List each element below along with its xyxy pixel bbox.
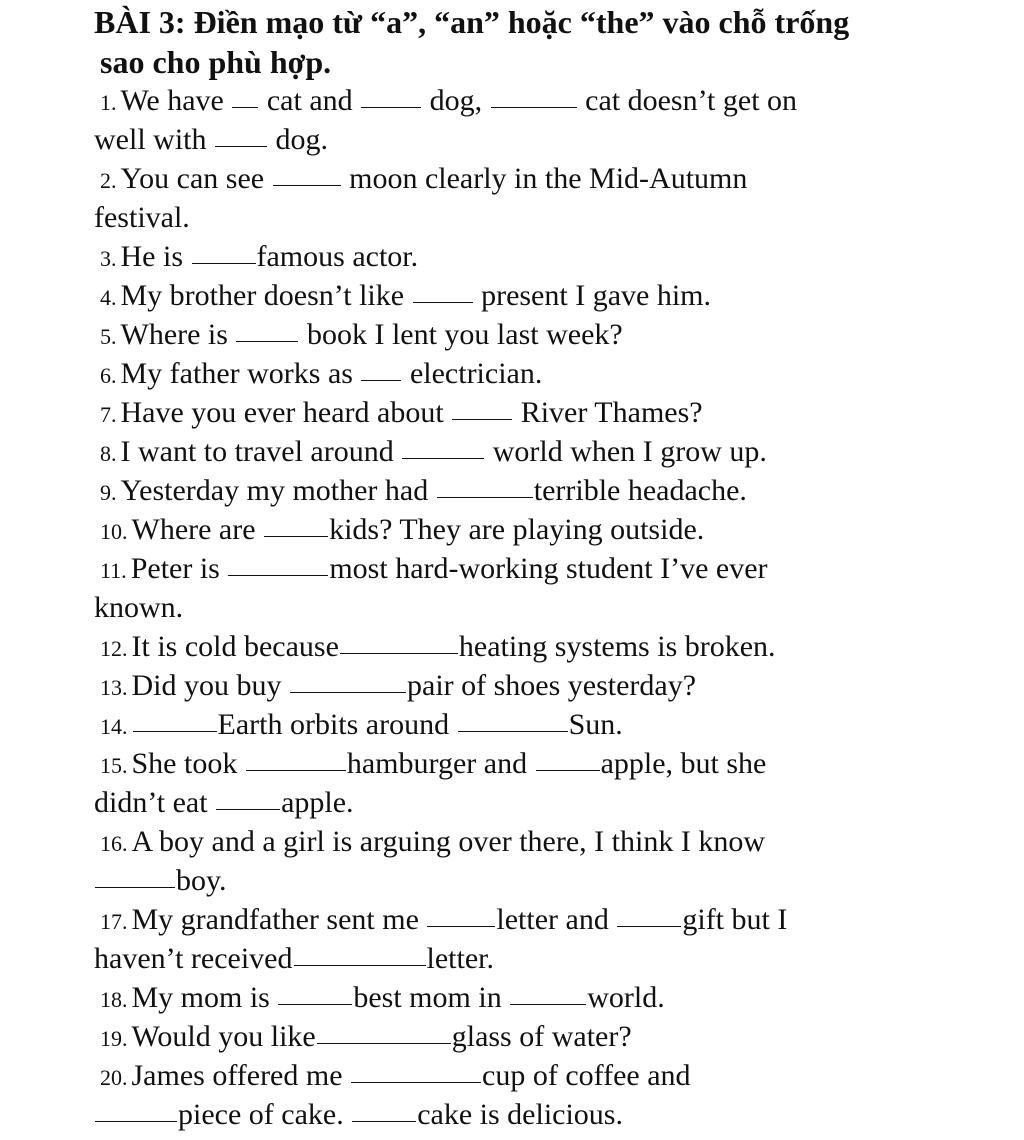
text: cup of coffee and [482,1059,691,1092]
question-number: 7. [100,402,117,427]
text: She took [131,747,238,780]
question-number: 15. [100,753,128,778]
text: dog, [429,84,483,117]
answer-blank[interactable] [95,1120,177,1122]
question-number: 19. [100,1026,128,1051]
answer-blank[interactable] [617,925,681,927]
question-10 [94,510,1020,549]
question-15 [94,744,1020,783]
text: festival. [94,201,190,234]
text: letter. [426,942,494,975]
heading-line-2: sao cho phù hợp. [100,44,332,80]
question-number: 20. [100,1065,128,1090]
text: We have [120,84,224,117]
question-5 [94,315,1020,354]
text: Yesterday my mother had [120,474,429,507]
question-19 [94,1017,1020,1056]
answer-blank[interactable] [290,691,406,693]
question-9 [94,471,1020,510]
text: You can see [120,162,265,195]
text: Sun. [568,708,623,741]
question-17 [94,900,1020,939]
text: world when I grow up. [492,435,767,468]
text: hamburger and [346,747,528,780]
question-18 [94,978,1020,1017]
question-1-continued [94,120,1014,159]
question-7 [94,393,1020,432]
answer-blank[interactable] [437,496,533,498]
text: cake is delicious. [417,1098,623,1131]
text: A boy and a girl is arguing over there, I think I know [131,825,765,858]
answer-blank[interactable] [246,769,346,771]
text: famous actor. [256,240,419,273]
answer-blank[interactable] [216,808,280,810]
text: My grandfather sent me [131,903,419,936]
text: terrible headache. [533,474,747,507]
text: Did you buy [131,669,282,702]
question-number: 5. [100,324,117,349]
text: Where are [131,513,256,546]
text: present I gave him. [481,279,711,312]
question-number: 1. [100,90,117,115]
text: pair of shoes yesterday? [407,669,697,702]
question-number: 13. [100,675,128,700]
text: world. [587,981,665,1014]
question-15-continued [94,783,1014,822]
text: River Thames? [520,396,703,429]
answer-blank[interactable] [427,925,495,927]
exercise-heading [94,2,994,82]
question-16 [94,822,1020,861]
text: well with [94,123,207,156]
text: moon clearly in the Mid-Autumn [349,162,748,195]
text: apple, but she [600,747,767,780]
question-2 [94,159,1020,198]
answer-blank[interactable] [133,730,217,732]
question-6 [94,354,1020,393]
answer-blank[interactable] [95,886,175,888]
question-number: 16. [100,831,128,856]
question-11 [94,549,1020,588]
answer-blank[interactable] [192,262,256,264]
question-8 [94,432,1020,471]
answer-blank[interactable] [317,1042,451,1044]
question-16-continued [94,861,1014,900]
question-1 [94,81,1020,120]
text: haven’t received [94,942,293,975]
question-number: 4. [100,285,117,310]
question-number: 11. [100,558,127,583]
answer-blank[interactable] [458,730,568,732]
answer-blank[interactable] [278,1003,352,1005]
question-14 [94,705,1020,744]
question-number: 12. [100,636,128,661]
text: book I lent you last week? [306,318,623,351]
text: gift but I [682,903,788,936]
question-number: 17. [100,909,128,934]
answer-blank[interactable] [361,106,421,108]
heading-line-1: BÀI 3: Điền mạo từ “a”, “an” hoặc “the” vào chỗ trống [94,4,850,40]
text: boy. [176,864,227,897]
text: Earth orbits around [217,708,450,741]
answer-blank[interactable] [402,457,484,459]
text: Have you ever heard about [120,396,444,429]
question-17-continued [94,939,1014,978]
question-3 [94,237,1020,276]
text: kids? They are playing outside. [329,513,705,546]
text: I want to travel around [120,435,394,468]
question-13 [94,666,1020,705]
question-11-continued [94,588,1014,627]
text: My brother doesn’t like [120,279,405,312]
text: dog. [275,123,328,156]
text: piece of cake. [178,1098,344,1131]
text: most hard-working student I’ve ever [329,552,768,585]
answer-blank[interactable] [352,1120,416,1122]
answer-blank[interactable] [491,106,577,108]
text: James offered me [131,1059,343,1092]
text: electrician. [409,357,543,390]
text: letter and [496,903,609,936]
question-number: 14. [100,714,128,739]
answer-blank[interactable] [351,1081,481,1083]
answer-blank[interactable] [228,574,328,576]
text: didn’t eat [94,786,208,819]
answer-blank[interactable] [340,652,458,654]
question-12 [94,627,1020,666]
question-20-continued [94,1095,1014,1134]
text: cat and [266,84,353,117]
answer-blank[interactable] [273,184,341,186]
text: heating systems is broken. [458,630,776,663]
answer-blank[interactable] [413,301,473,303]
text: My mom is [131,981,270,1014]
question-number: 18. [100,987,128,1012]
text: glass of water? [451,1020,632,1053]
question-number: 8. [100,441,117,466]
text: apple. [281,786,354,819]
answer-blank[interactable] [294,964,426,966]
question-number: 3. [100,246,117,271]
question-20 [94,1056,1020,1095]
answer-blank[interactable] [452,418,512,420]
text: Peter is [130,552,220,585]
question-4 [94,276,1020,315]
answer-blank[interactable] [361,379,401,381]
answer-blank[interactable] [215,145,267,147]
text: It is cold because [131,630,339,663]
question-number: 9. [100,480,117,505]
text: Would you like [131,1020,316,1053]
answer-blank[interactable] [232,106,258,108]
question-2-continued [94,198,1014,237]
text: Where is [120,318,228,351]
text: known. [94,591,184,624]
text: My father works as [120,357,353,390]
question-number: 6. [100,363,117,388]
text: He is [120,240,183,273]
question-number: 2. [100,168,117,193]
text: cat doesn’t get on [585,84,798,117]
text: best mom in [353,981,502,1014]
answer-blank[interactable] [236,340,298,342]
question-number: 10. [100,519,128,544]
answer-blank[interactable] [510,1003,586,1005]
answer-blank[interactable] [264,535,328,537]
answer-blank[interactable] [536,769,600,771]
